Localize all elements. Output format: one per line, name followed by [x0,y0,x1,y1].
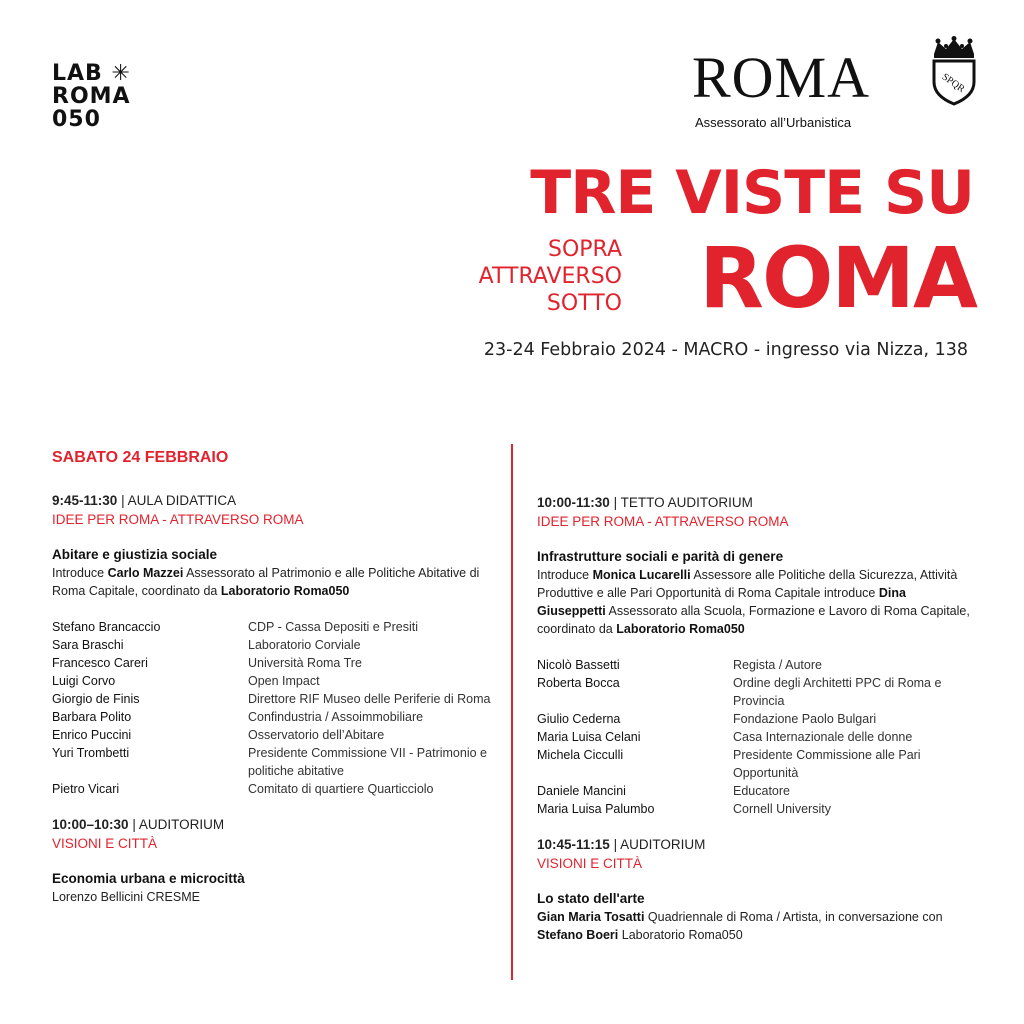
speaker-role: Casa Internazionale delle donne [733,730,913,744]
speaker-role: CDP - Cassa Depositi e Presiti [248,620,418,634]
speaker-name: Barbara Polito [52,710,132,724]
title-sub-sotto: SOTTO [546,291,622,316]
roma-logo-word: ROMA [692,45,871,110]
session-time: 10:00–10:30 | AUDITORIUM [52,817,225,832]
assessorato-label: Assessorato all’Urbanistica [695,115,852,130]
speaker-name: Giorgio de Finis [52,692,140,706]
session-block [52,492,492,798]
session-time: 9:45-11:30 | AULA DIDATTICA [52,493,237,508]
right-column [537,494,977,962]
speaker-name: Maria Luisa Celani [537,730,641,744]
speaker-name: Maria Luisa Palumbo [537,802,655,816]
session-time: 10:00-11:30 | TETTO AUDITORIUM [537,495,753,510]
speaker-role: Presidente Commissione alle Pari Opportunità [733,748,921,780]
session-topic: Economia urbana e microcittà [52,871,245,886]
speaker-name: Giulio Cederna [537,712,621,726]
speaker-name: Sara Braschi [52,638,124,652]
logo-line-2: ROMA [52,84,131,109]
speaker-role: Presidente Commissione VII - Patrimonio e politiche abitative [248,746,487,778]
speaker-name: Enrico Puccini [52,728,132,742]
session-block [537,494,977,818]
speaker-list [537,656,977,818]
speaker-role: Università Roma Tre [248,656,362,670]
session-block [537,836,977,944]
logo-line-3: 050 [52,107,101,132]
session-track: IDEE PER ROMA - ATTRAVERSO ROMA [52,512,304,527]
session-intro: Gian Maria Tosatti Quadriennale di Roma / Artista, in conversazione con Stefano Boeri Laboratorio Roma050 [537,910,943,942]
title-substack [479,236,622,317]
speaker-role: Ordine degli Architetti PPC di Roma e Provincia [733,676,942,708]
day-heading: SABATO 24 FEBBRAIO [52,449,229,466]
title-roma: ROMA [699,229,976,327]
column-divider [511,444,513,980]
speaker-role: Laboratorio Corviale [248,638,361,652]
speaker-role: Fondazione Paolo Bulgari [733,712,877,726]
session-intro: Introduce Carlo Mazzei Assessorato al Patrimonio e alle Politiche Abitative di Roma Capitale, coordinato da Laboratorio Roma050 [52,566,480,598]
speaker-name: Yuri Trombetti [52,746,130,760]
crest-text: SPQR [939,71,967,95]
event-dateline: 23-24 Febbraio 2024 - MACRO - ingresso via Nizza, 138 [483,340,968,360]
speaker-role: Confindustria / Assoimmobiliare [248,710,424,724]
logo-line-1: LAB [52,61,103,86]
speaker-role: Comitato di quartiere Quarticciolo [248,782,434,796]
speaker-role: Direttore RIF Museo delle Periferie di Roma [248,692,491,706]
speaker-name: Roberta Bocca [537,676,620,690]
session-intro: Introduce Monica Lucarelli Assessore alle Politiche della Sicurezza, Attività Produttive e alle Pari Opportunità di Roma Capitale introduce Dina Giuseppetti Assessorato alla Scuola, Formazione e Lavoro di Roma Capitale, coordinato da Laboratorio Roma050 [537,568,970,636]
session-topic: Abitare e giustizia sociale [52,547,218,562]
spqr-crest-icon [928,36,980,106]
speaker-name: Stefano Brancaccio [52,620,161,634]
session-track: VISIONI E CITTÀ [52,836,158,851]
speaker-name: Daniele Mancini [537,784,626,798]
session-time: 10:45-11:15 | AUDITORIUM [537,837,706,852]
speaker-role: Regista / Autore [733,658,822,672]
speaker-name: Michela Cicculli [537,748,624,762]
speaker-name: Francesco Careri [52,656,148,670]
speaker-list [52,618,492,798]
logo-star-icon: ✳ [111,61,131,86]
speaker-role: Educatore [733,784,790,798]
speaker-role: Open Impact [248,674,320,688]
speaker-name: Luigi Corvo [52,674,116,688]
session-topic: Lo stato dell'arte [537,891,645,906]
speaker-role: Osservatorio dell’Abitare [248,728,385,742]
session-block [52,816,492,906]
session-track: IDEE PER ROMA - ATTRAVERSO ROMA [537,514,789,529]
speaker-name: Nicolò Bassetti [537,658,620,672]
session-intro: Lorenzo Bellicini CRESME [52,890,200,904]
speaker-name: Pietro Vicari [52,782,120,796]
left-column [52,446,492,924]
event-title: TRE VISTE SU [530,158,974,228]
title-sub-sopra: SOPRA [548,237,622,262]
title-sub-attraverso: ATTRAVERSO [478,264,622,289]
speaker-role: Cornell University [733,802,831,816]
session-topic: Infrastrutture sociali e parità di genere [537,549,784,564]
session-track: VISIONI E CITTÀ [537,856,643,871]
lab-roma-050-logo [52,62,131,131]
